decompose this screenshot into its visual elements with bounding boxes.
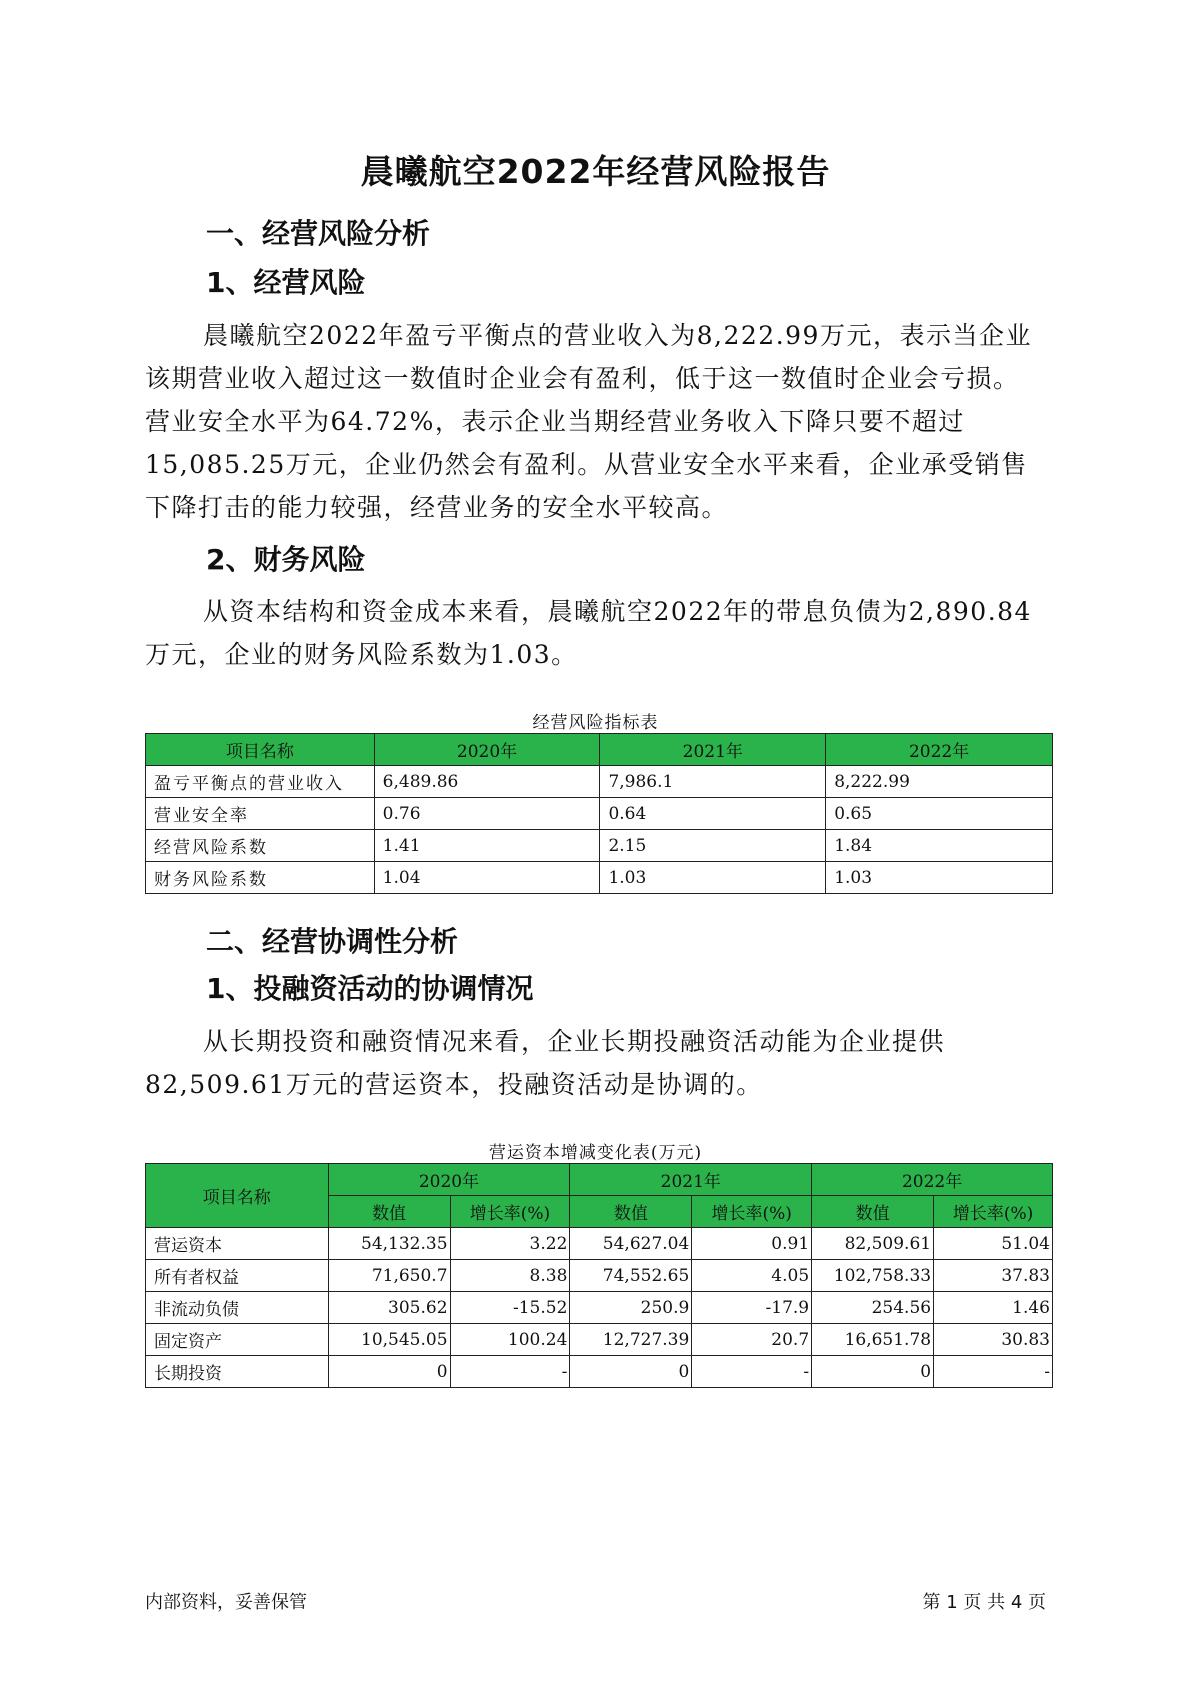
table-row [146,1292,1053,1324]
table-cell: 254.56 [812,1292,934,1324]
table-row [146,766,1053,798]
table-cell: 0.91 [692,1228,812,1260]
table-cell: - [934,1356,1053,1388]
table-cell: 0.76 [374,798,600,830]
table-cell: 1.84 [826,830,1053,862]
table-cell: 82,509.61 [812,1228,934,1260]
table-row [146,798,1053,830]
section2-sub1-heading: 1、投融资活动的协调情况 [206,972,534,1005]
risk-indicator-table [145,733,1053,894]
paragraph-line: 从长期投资和融资情况来看，企业长期投融资活动能为企业提供 [203,1027,946,1056]
table-cell: 0 [812,1356,934,1388]
paragraph-line: 该期营业收入超过这一数值时企业会有盈利，低于这一数值时企业会亏损。 [145,364,1020,393]
table-cell: 固定资产 [146,1324,329,1356]
paragraph-line: 营业安全水平为64.72%，表示企业当期经营业务收入下降只要不超过 [145,407,965,436]
table-header-cell: 2021年 [600,734,826,766]
table-cell: - [450,1356,570,1388]
table-cell: 营运资本 [146,1228,329,1260]
table-cell: 7,986.1 [600,766,826,798]
table-header-cell: 2021年 [570,1164,812,1196]
table-cell: 1.46 [934,1292,1053,1324]
table-cell: 16,651.78 [812,1324,934,1356]
table-cell: 20.7 [692,1324,812,1356]
operating-risk-paragraph [145,314,1045,529]
table-header-row [146,1164,1053,1196]
table-header-cell: 项目名称 [146,1164,329,1228]
table-header-cell: 数值 [328,1196,450,1228]
table-cell: 8,222.99 [826,766,1053,798]
table-cell: 4.05 [692,1260,812,1292]
table-cell: 1.41 [374,830,600,862]
paragraph-line: 下降打击的能力较强，经营业务的安全水平较高。 [145,493,729,522]
paragraph-line: 晨曦航空2022年盈亏平衡点的营业收入为8,222.99万元，表示当企业 [203,321,1032,350]
table-header-cell: 数值 [570,1196,692,1228]
table-header-row [146,734,1053,766]
table-cell: 51.04 [934,1228,1053,1260]
table-cell: 2.15 [600,830,826,862]
table-cell: 财务风险系数 [146,862,375,894]
paragraph-line: 从资本结构和资金成本来看，晨曦航空2022年的带息负债为2,890.84 [203,597,1032,626]
table-cell: 0.65 [826,798,1053,830]
table-cell: 12,727.39 [570,1324,692,1356]
table-cell: -15.52 [450,1292,570,1324]
table-row [146,1356,1053,1388]
table-cell: 0 [570,1356,692,1388]
coordination-paragraph [145,1020,1045,1106]
table-header-cell: 2022年 [812,1164,1053,1196]
confidentiality-note: 内部资料，妥善保管 [145,1592,307,1613]
table-cell: 6,489.86 [374,766,600,798]
table-cell: 250.9 [570,1292,692,1324]
page-title: 晨曦航空2022年经营风险报告 [360,152,831,191]
table-cell: 8.38 [450,1260,570,1292]
table-cell: 54,627.04 [570,1228,692,1260]
working-capital-table [145,1163,1053,1388]
section1-sub1-heading: 1、经营风险 [206,266,366,299]
table-header-cell: 2022年 [826,734,1053,766]
table-cell: 74,552.65 [570,1260,692,1292]
table-cell: -17.9 [692,1292,812,1324]
table-cell: 1.03 [600,862,826,894]
table-row [146,830,1053,862]
table2-caption: 营运资本增减变化表(万元) [488,1143,703,1163]
paragraph-line: 82,509.61万元的营运资本，投融资活动是协调的。 [145,1070,763,1099]
table-cell: 305.62 [328,1292,450,1324]
page-number: 第 1 页 共 4 页 [922,1592,1046,1613]
table-cell: 非流动负债 [146,1292,329,1324]
table-row [146,1260,1053,1292]
table-header-cell: 增长率(%) [450,1196,570,1228]
table-cell: 经营风险系数 [146,830,375,862]
table-row [146,1228,1053,1260]
table-cell: 盈亏平衡点的营业收入 [146,766,375,798]
table-header-cell: 数值 [812,1196,934,1228]
section1-sub2-heading: 2、财务风险 [206,543,366,576]
table-cell: 10,545.05 [328,1324,450,1356]
table-cell: 所有者权益 [146,1260,329,1292]
table-header-cell: 增长率(%) [934,1196,1053,1228]
table-header-cell: 2020年 [374,734,600,766]
table-cell: 54,132.35 [328,1228,450,1260]
table-header-cell: 2020年 [328,1164,570,1196]
table-row [146,1324,1053,1356]
table-cell: 100.24 [450,1324,570,1356]
table-row [146,862,1053,894]
table-cell: 1.04 [374,862,600,894]
table-cell: 营业安全率 [146,798,375,830]
table-cell: 长期投资 [146,1356,329,1388]
table-cell: 0 [328,1356,450,1388]
paragraph-line: 万元，企业的财务风险系数为1.03。 [145,640,578,669]
table1-caption: 经营风险指标表 [532,713,659,733]
table-cell: 37.83 [934,1260,1053,1292]
table-cell: 1.03 [826,862,1053,894]
table-cell: 30.83 [934,1324,1053,1356]
table-cell: 71,650.7 [328,1260,450,1292]
table-header-cell: 增长率(%) [692,1196,812,1228]
table-cell: - [692,1356,812,1388]
table-cell: 102,758.33 [812,1260,934,1292]
financial-risk-paragraph [145,590,1045,676]
table-cell: 3.22 [450,1228,570,1260]
table-cell: 0.64 [600,798,826,830]
section2-heading: 二、经营协调性分析 [206,925,459,958]
paragraph-line: 15,085.25万元，企业仍然会有盈利。从营业安全水平来看，企业承受销售 [145,450,1028,479]
table-header-cell: 项目名称 [146,734,375,766]
section1-heading: 一、经营风险分析 [206,217,431,250]
